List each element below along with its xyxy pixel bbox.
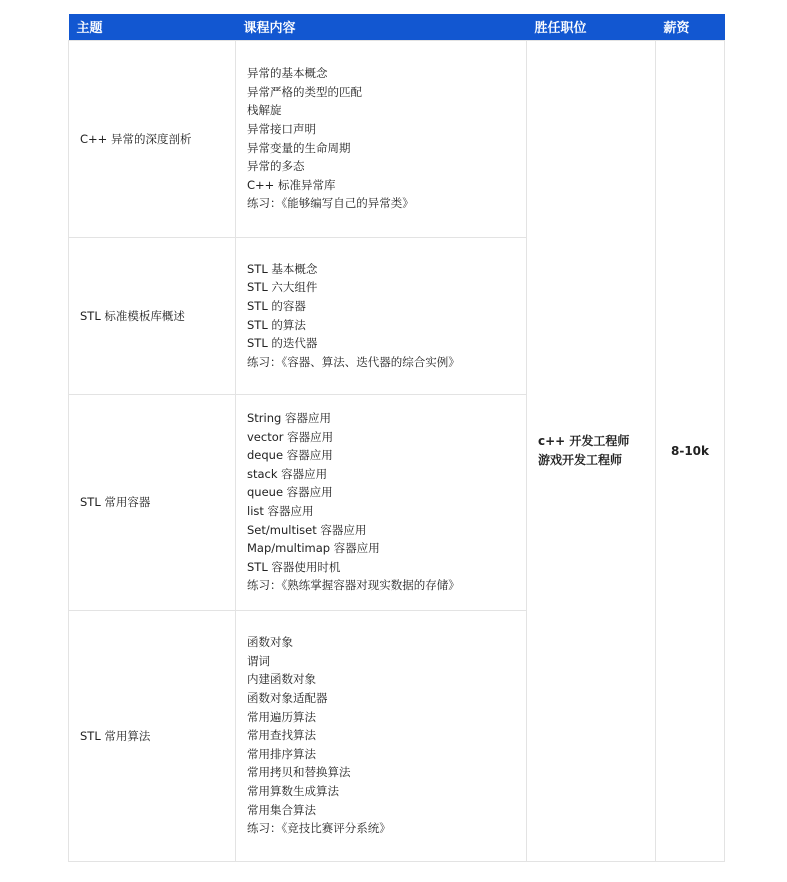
content-item: STL 六大组件 <box>247 280 318 295</box>
content-item: 常用查找算法 <box>247 728 316 743</box>
header-role: 胜任职位 <box>527 14 656 40</box>
content-item: STL 的容器 <box>247 298 306 313</box>
content-item: 异常变量的生命周期 <box>247 140 351 155</box>
content-cell <box>236 237 527 394</box>
topic-cell: STL 常用算法 <box>69 610 236 861</box>
header-content: 课程内容 <box>236 14 527 40</box>
topic-cell: STL 常用容器 <box>69 394 236 610</box>
role-line: c++ 开发工程师 <box>538 433 630 448</box>
content-item: 常用算数生成算法 <box>247 783 339 798</box>
content-list <box>247 260 526 372</box>
role-cell <box>527 40 656 861</box>
table-row <box>69 40 725 237</box>
table-header <box>69 14 725 40</box>
content-item: queue 容器应用 <box>247 485 333 500</box>
content-cell <box>236 610 527 861</box>
content-item: deque 容器应用 <box>247 448 333 463</box>
content-item: 练习：《容器、算法、迭代器的综合实例》 <box>247 354 460 369</box>
content-item: 异常接口声明 <box>247 121 316 136</box>
content-item: 异常的基本概念 <box>247 66 328 81</box>
content-item: list 容器应用 <box>247 504 314 518</box>
content-item: 函数对象 <box>247 635 293 650</box>
content-item: Set/multiset 容器应用 <box>247 522 367 537</box>
content-item: STL 的迭代器 <box>247 336 318 351</box>
content-item: 练习：《熟练掌握容器对现实数据的存储》 <box>247 578 460 593</box>
content-item: STL 容器使用时机 <box>247 559 341 574</box>
content-item: vector 容器应用 <box>247 429 334 444</box>
content-item: STL 的算法 <box>247 317 306 332</box>
content-list <box>247 64 526 213</box>
content-cell <box>236 394 527 610</box>
topic-cell: C++ 异常的深度剖析 <box>69 40 236 237</box>
topic-cell: STL 标准模板库概述 <box>69 237 236 394</box>
role-line: 游戏开发工程师 <box>538 452 623 467</box>
content-item: 栈解旋 <box>247 103 282 118</box>
content-list <box>247 633 526 838</box>
content-item: 练习：《竞技比赛评分系统》 <box>247 821 391 836</box>
salary-cell: 8-10k <box>656 40 725 861</box>
content-item: 内建函数对象 <box>247 672 316 687</box>
content-item: C++ 标准异常库 <box>247 177 336 192</box>
content-cell <box>236 40 527 237</box>
content-item: 函数对象适配器 <box>247 691 328 706</box>
content-item: Map/multimap 容器应用 <box>247 541 380 556</box>
header-salary: 薪资 <box>656 14 725 40</box>
content-item: 练习：《能够编写自己的异常类》 <box>247 196 414 211</box>
header-topic: 主题 <box>69 14 236 40</box>
content-item: 常用集合算法 <box>247 802 316 817</box>
content-item: stack 容器应用 <box>247 466 328 481</box>
content-list <box>247 409 526 595</box>
content-item: 谓词 <box>247 653 270 668</box>
content-item: 常用排序算法 <box>247 746 316 761</box>
content-item: 常用遍历算法 <box>247 709 316 724</box>
content-item: STL 基本概念 <box>247 261 318 276</box>
content-item: 常用拷贝和替换算法 <box>247 765 351 780</box>
curriculum-table <box>68 14 725 862</box>
content-item: 异常的多态 <box>247 159 305 174</box>
content-item: String 容器应用 <box>247 411 331 426</box>
content-item: 异常严格的类型的匹配 <box>247 84 362 99</box>
